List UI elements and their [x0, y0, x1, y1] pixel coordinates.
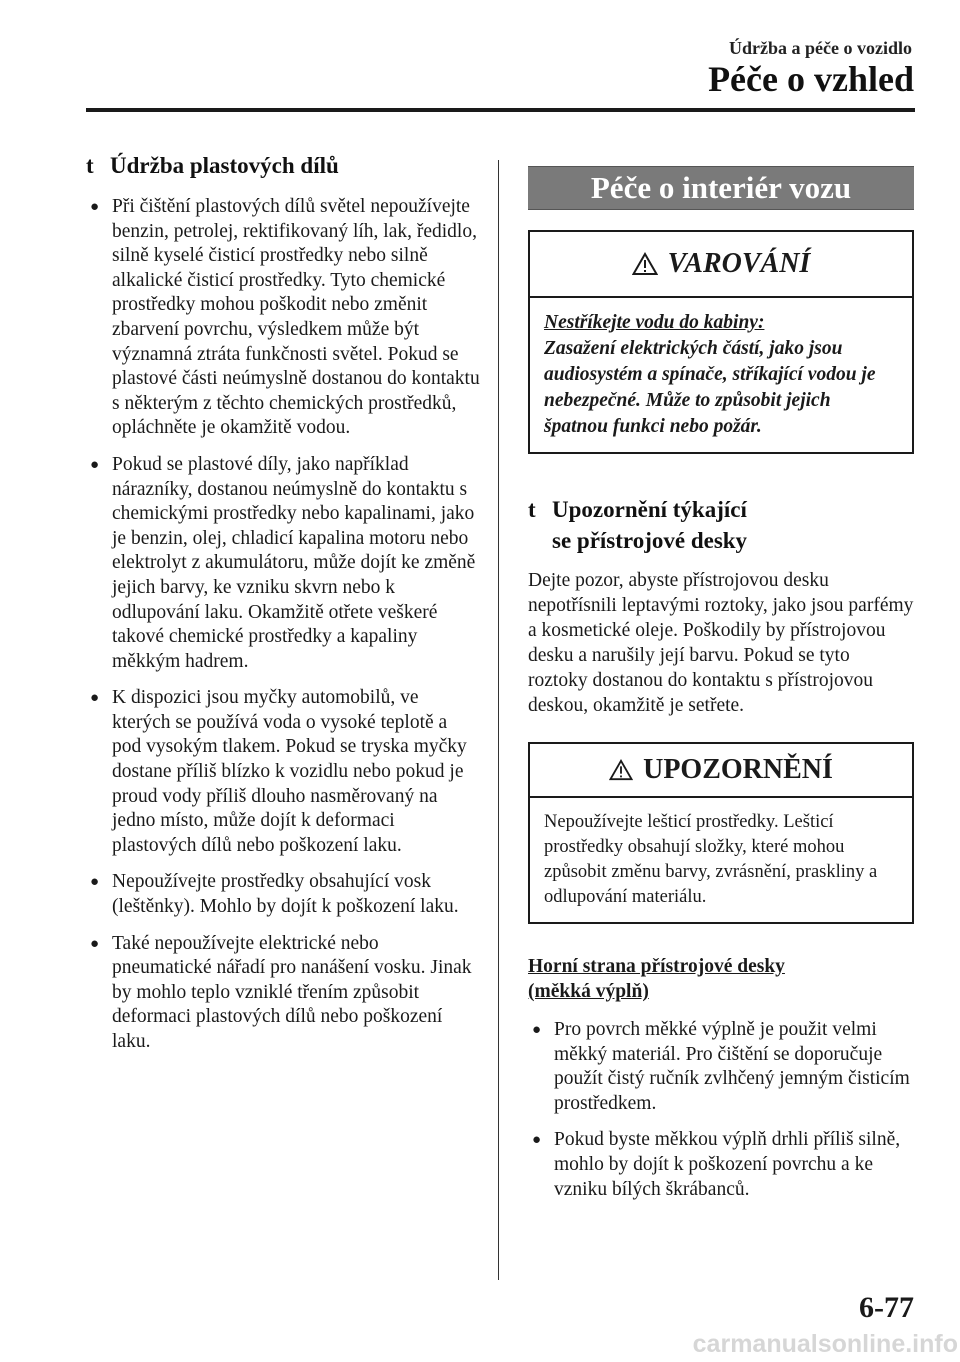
list-item: ● K dispozici jsou myčky automobilů, ve kterých se používá voda o vysoké teplotě a pod vysokým tlakem. Pokud se tryska myčky dostane příliš blízko k vozidlu nebo pokud je proud vody příliš dlouho nasměrovaný na jedno místo, může dojít k deformaci plastových dílů nebo poškození laku.: [90, 687, 467, 856]
warning-lead: Nestříkejte vodu do kabiny:: [544, 312, 765, 333]
plastic-parts-list: [86, 195, 481, 1055]
dashboard-top-subheading: Horní strana přístrojové desky (měkká výplň): [528, 956, 785, 1002]
warning-body: [530, 298, 912, 452]
warning-label: VAROVÁNÍ: [667, 248, 811, 279]
interior-care-banner: Péče o interiér vozu: [528, 166, 914, 210]
page-title: Péče o vzhled: [708, 59, 914, 99]
list-item: ● Nepoužívejte prostředky obsahující vosk (leštěnky). Mohlo by dojít k poškození laku.: [90, 871, 459, 918]
caution-text: Nepoužívejte lešticí prostředky. Lešticí prostředky obsahují složky, které mohou způsobit změnu barvy, zvrásnění, praskliny a odlupování materiálu.: [544, 812, 878, 907]
section-heading-plastic-parts: [86, 150, 481, 181]
chapter-subtitle: Údržba a péče o vozidlo: [729, 38, 912, 58]
section-marker: t: [86, 153, 94, 178]
left-column: [86, 150, 481, 1067]
caution-label: UPOZORNĚNÍ: [643, 754, 833, 785]
right-column: [528, 166, 914, 1214]
section-heading-dashboard: [528, 494, 914, 556]
column-divider: [498, 160, 499, 1280]
bullet-icon: ●: [90, 690, 100, 707]
list-item: ● Pokud se plastové díly, jako například nárazníky, dostanou neúmyslně do kontaktu s chemickými prostředky nebo kapalinami, jako je benzin, olej, chladicí kapalina motoru nebo elektrolyt z akumulátoru, může dojít ke změně jejich barvy, ke vzniku skvrn nebo k odlupování laku. Okamžitě otřete veškeré takové chemické prostředky a kapaliny měkkým hadrem.: [90, 453, 476, 672]
dashboard-paragraph: Dejte pozor, abyste přístrojovou desku nepotřísnili leptavými roztoky, jako jsou parfémy a kosmetické oleje. Poškodily by přístrojovou desku a narušily její barvu. Pokud se tyto roztoky dostanou do kontaktu s přístrojovou deskou, okamžitě je setřete.: [528, 570, 914, 716]
warning-text: Zasažení elektrických částí, jako jsou audiosystém a spínače, stříkající vodou je nebezpečné. Může to způsobit jejich špatnou funkci nebo požár.: [544, 338, 876, 437]
bullet-icon: ●: [90, 199, 100, 215]
watermark: carmanualsonline.info: [692, 1330, 958, 1358]
section-heading-text: Údržba plastových dílů: [110, 153, 339, 178]
warning-header: [530, 232, 912, 298]
list-item: ● Pokud byste měkkou výplň drhli příliš silně, mohlo by dojít k poškození povrchu a ke vzniku bílých škrábanců.: [532, 1129, 901, 1200]
caution-box: [528, 742, 914, 924]
bullet-icon: ●: [532, 1022, 542, 1038]
caution-header: [530, 744, 912, 798]
section-marker: t: [528, 497, 536, 522]
bullet-icon: ●: [90, 456, 100, 473]
list-item: ● Při čištění plastových dílů světel nepoužívejte benzin, petrolej, rektifikovaný líh, lak, ředidlo, silně kyselé čisticí prostředky nebo silně alkalické čisticí prostředky. Tyto chemické prostředky mohou poškodit nebo změnit zbarvení povrchu, výsledkem může být významná ztráta funkčnosti světel. Pokud se plastové části neúmyslně dostanou do kontaktu s některým z těchto chemických prostředků, opláchněte je okamžitě vodou.: [90, 196, 480, 439]
warning-box: [528, 230, 914, 454]
dashboard-section: [528, 494, 914, 718]
bullet-icon: ●: [90, 935, 100, 952]
header-rule: [86, 108, 915, 112]
section-heading-text: Upozornění týkající se přístrojové desky: [552, 497, 748, 553]
page-number: 6-77: [859, 1291, 914, 1324]
list-item: ● Také nepoužívejte elektrické nebo pneumatické nářadí pro nanášení vosku. Jinak by mohlo teplo vzniklé třením způsobit deformaci plastových dílů nebo poškození laku.: [90, 932, 472, 1052]
list-item: ● Pro povrch měkké výplně je použit velmi měkký materiál. Pro čištění se doporučuje použít čistý ručník zvlhčený jemným čisticím prostředkem.: [532, 1019, 910, 1114]
bullet-icon: ●: [532, 1132, 542, 1149]
warning-triangle-icon: [632, 252, 658, 276]
bullet-icon: ●: [90, 874, 100, 891]
caution-triangle-icon: [609, 759, 633, 781]
soft-padding-list: [528, 1018, 914, 1202]
